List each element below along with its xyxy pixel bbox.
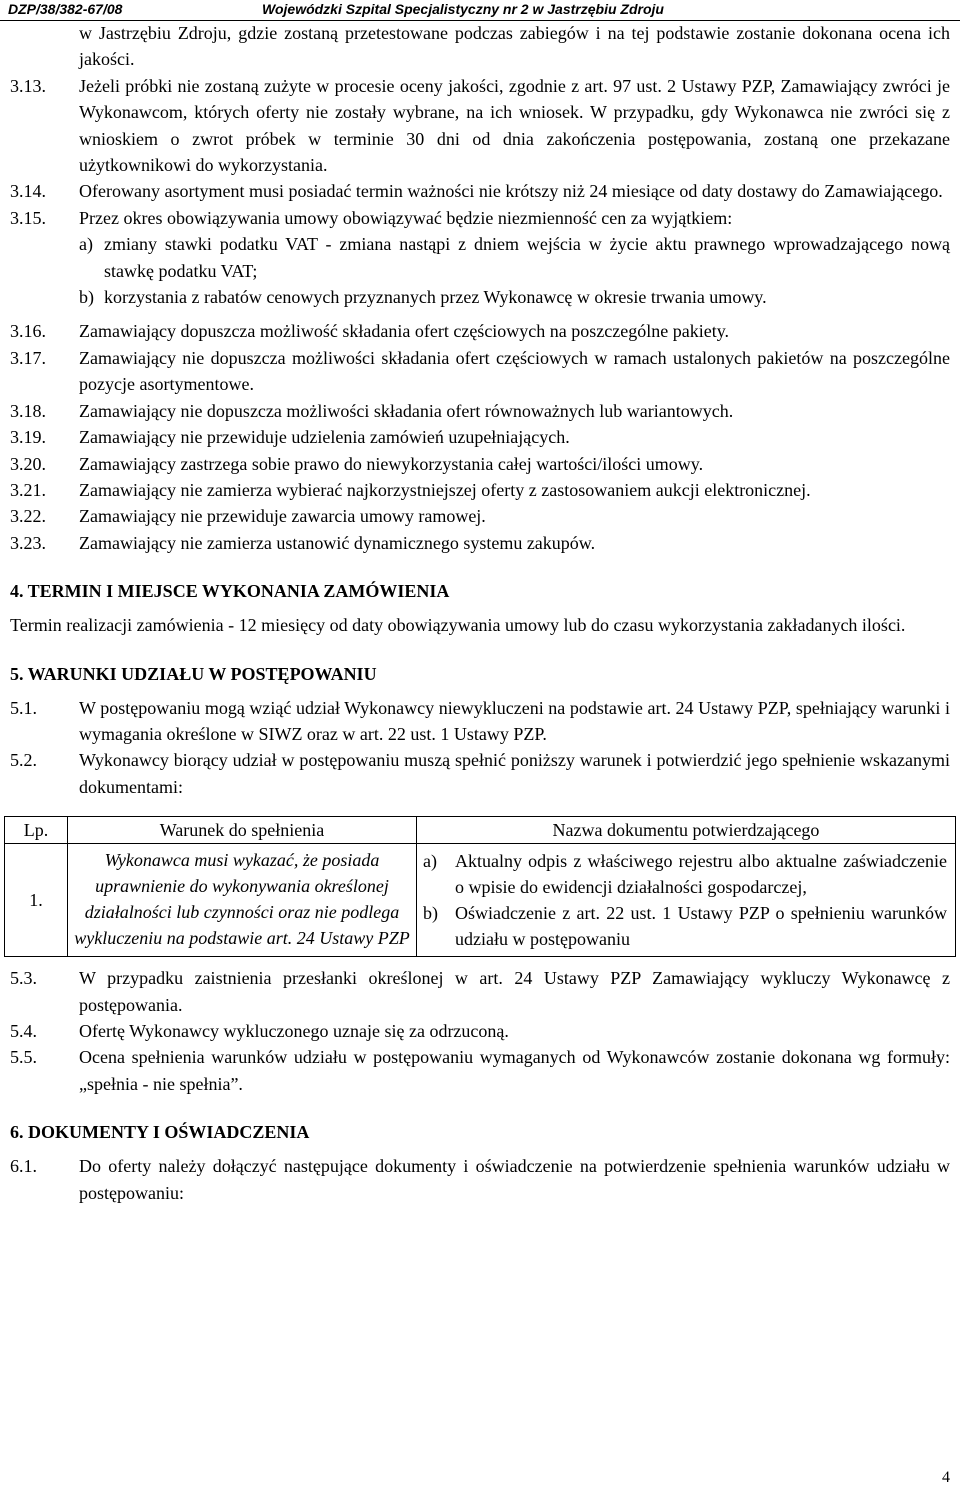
- section-6-heading: 6. DOKUMENTY I OŚWIADCZENIA: [10, 1122, 310, 1143]
- item-number: 3.21.: [10, 479, 46, 500]
- item-3-23: [10, 530, 950, 556]
- item-3-20: [10, 451, 950, 477]
- sub-item-b: [79, 284, 950, 310]
- item-5-4: [10, 1018, 950, 1044]
- item-3-19: [10, 424, 950, 450]
- sub-item-text: zmiany stawki podatku VAT - zmiana nastąpi z dniem wejścia w życie aktu prawnego wprowadzającego nową stawkę podatku VAT;: [104, 234, 950, 281]
- item-number: 3.19.: [10, 427, 46, 448]
- item-number: 6.1.: [10, 1156, 37, 1177]
- item-number: 3.22.: [10, 506, 46, 527]
- item-text: Zamawiający nie zamierza ustanowić dynamicznego systemu zakupów.: [79, 532, 596, 553]
- item-text: Zamawiający zastrzega sobie prawo do niewykorzystania całej wartości/ilości umowy.: [79, 453, 704, 474]
- section-4-text: Termin realizacji zamówienia - 12 miesięcy od daty obowiązywania umowy lub do czasu wykorzystania zakładanych ilości.: [10, 615, 906, 636]
- item-text: Ocena spełnienia warunków udziału w postępowaniu wymaganych od Wykonawców zostanie dokonana wg formuły: „spełnia - nie spełnia”.: [79, 1047, 950, 1094]
- item-3-15: [10, 205, 950, 311]
- document-item-b: [423, 900, 947, 952]
- item-number: 5.1.: [10, 697, 37, 718]
- item-text: Przez okres obowiązywania umowy obowiązywać będzie niezmienność cen za wyjątkiem:: [79, 207, 733, 228]
- page-header: [0, 0, 960, 21]
- item-text: Do oferty należy dołączyć następujące dokumenty i oświadczenie na potwierdzenie spełnienia warunków udziału w postępowaniu:: [79, 1156, 950, 1203]
- item-text: Jeżeli próbki nie zostaną zużyte w procesie oceny jakości, zgodnie z art. 97 ust. 2 Ustawy PZP, Zamawiający zwróci je Wykonawcom, których oferty nie zostały wybrane, na ich wniosek. W przypadku, gdy Wykonawca nie zwróci się z wnioskiem o zwrot próbek w terminie 30 dni od dnia zakończenia postępowania, zostaną one przekazane użytkownikowi do wykorzystania.: [79, 75, 950, 176]
- section-4-heading: 4. TERMIN I MIEJSCE WYKONANIA ZAMÓWIENIA: [10, 581, 450, 602]
- item-number: 3.18.: [10, 400, 46, 421]
- item-3-17: [10, 345, 950, 398]
- item-text: Zamawiający nie dopuszcza możliwości składania ofert równoważnych lub wariantowych.: [79, 400, 734, 421]
- item-5-1: [10, 695, 950, 748]
- conditions-table: [4, 816, 956, 957]
- document-item-letter: b): [423, 903, 438, 924]
- item-number: 5.5.: [10, 1047, 37, 1068]
- page-number: 4: [942, 1469, 950, 1486]
- item-number: 5.2.: [10, 750, 37, 771]
- item-text: Zamawiający nie dopuszcza możliwości składania ofert częściowych w ramach ustalonych pakietów na poszczególne pozycje asortymentowe.: [79, 347, 950, 395]
- cell-lp: 1.: [5, 844, 68, 957]
- column-header-document: Nazwa dokumentu potwierdzającego: [417, 817, 956, 844]
- item-5-2: [10, 747, 950, 800]
- item-number: 5.3.: [10, 968, 37, 989]
- table-row: [5, 844, 956, 957]
- item-text: Zamawiający dopuszcza możliwość składania ofert częściowych na poszczególne pakiety.: [79, 321, 730, 342]
- cell-condition: Wykonawca musi wykazać, że posiada uprawnienie do wykonywania określonej działalności lub czynności oraz nie podlega wykluczeniu na podstawie art. 24 Ustawy PZP: [68, 844, 417, 957]
- item-number: 3.17.: [10, 347, 46, 368]
- item-3-22: [10, 503, 950, 529]
- organization-name: Wojewódzki Szpital Specjalistyczny nr 2 w Jastrzębiu Zdroju: [262, 1, 664, 17]
- document-item-a: [423, 848, 947, 900]
- table-header-row: [5, 817, 956, 844]
- sub-item-text: korzystania z rabatów cenowych przyznanych przez Wykonawcę w okresie trwania umowy.: [104, 287, 767, 308]
- item-3-16: [10, 318, 950, 344]
- item-3-18: [10, 398, 950, 424]
- item-text: W postępowaniu mogą wziąć udział Wykonawcy niewykluczeni na podstawie art. 24 Ustawy PZP, spełniający warunki i wymagania określone w SIWZ oraz w art. 22 ust. 1 Ustawy PZP.: [79, 697, 950, 744]
- document-body: [10, 20, 950, 1206]
- item-number: 3.23.: [10, 532, 46, 553]
- cell-documents: [417, 844, 956, 957]
- section-5-heading: 5. WARUNKI UDZIAŁU W POSTĘPOWANIU: [10, 663, 377, 684]
- item-3-13: [10, 73, 950, 179]
- sub-item-a: [79, 231, 950, 284]
- item-number: 3.14.: [10, 181, 46, 202]
- item-text: Oferowany asortyment musi posiadać termin ważności nie krótszy niż 24 miesiące od daty dostawy do Zamawiającego.: [79, 181, 943, 202]
- item-3-14: [10, 178, 950, 204]
- item-text: Zamawiający nie zamierza wybierać najkorzystniejszej oferty z zastosowaniem aukcji elektronicznej.: [79, 479, 811, 500]
- document-item-letter: a): [423, 851, 437, 872]
- item-text: Wykonawcy biorący udział w postępowaniu muszą spełnić poniższy warunek i potwierdzić jego spełnienie wskazanymi dokumentami:: [79, 750, 950, 797]
- column-header-condition: Warunek do spełnienia: [68, 817, 417, 844]
- item-6-1: [10, 1153, 950, 1206]
- document-item-text: Oświadczenie z art. 22 ust. 1 Ustawy PZP o spełnieniu warunków udziału w postępowaniu: [455, 903, 947, 950]
- item-number: 3.20.: [10, 453, 46, 474]
- item-text: Zamawiający nie przewiduje zawarcia umowy ramowej.: [79, 506, 486, 527]
- item-number: 3.13.: [10, 75, 46, 96]
- item-number: 3.15.: [10, 207, 46, 228]
- document-item-text: Aktualny odpis z właściwego rejestru albo aktualne zaświadczenie o wpisie do ewidencji działalności gospodarczej,: [455, 851, 947, 898]
- section-3-items: [10, 73, 950, 556]
- item-text: W przypadku zaistnienia przesłanki określonej w art. 24 Ustawy PZP Zamawiający wykluczy Wykonawcę z postępowania.: [79, 968, 950, 1015]
- item-number: 3.16.: [10, 321, 46, 342]
- sub-item-letter: a): [79, 234, 93, 255]
- item-text: Zamawiający nie przewiduje udzielenia zamówień uzupełniających.: [79, 427, 570, 448]
- column-header-lp: Lp.: [5, 817, 68, 844]
- item-5-5: [10, 1044, 950, 1097]
- document-reference: DZP/38/382-67/08: [8, 1, 123, 17]
- item-5-3: [10, 965, 950, 1018]
- intro-continuation: w Jastrzębiu Zdroju, gdzie zostaną przetestowane podczas zabiegów i na tej podstawie zostanie dokonana ocena ich jakości.: [79, 23, 950, 70]
- item-body: [79, 205, 950, 311]
- item-text: Ofertę Wykonawcy wykluczonego uznaje się za odrzuconą.: [79, 1020, 509, 1041]
- item-3-21: [10, 477, 950, 503]
- item-number: 5.4.: [10, 1020, 37, 1041]
- sub-item-letter: b): [79, 287, 94, 308]
